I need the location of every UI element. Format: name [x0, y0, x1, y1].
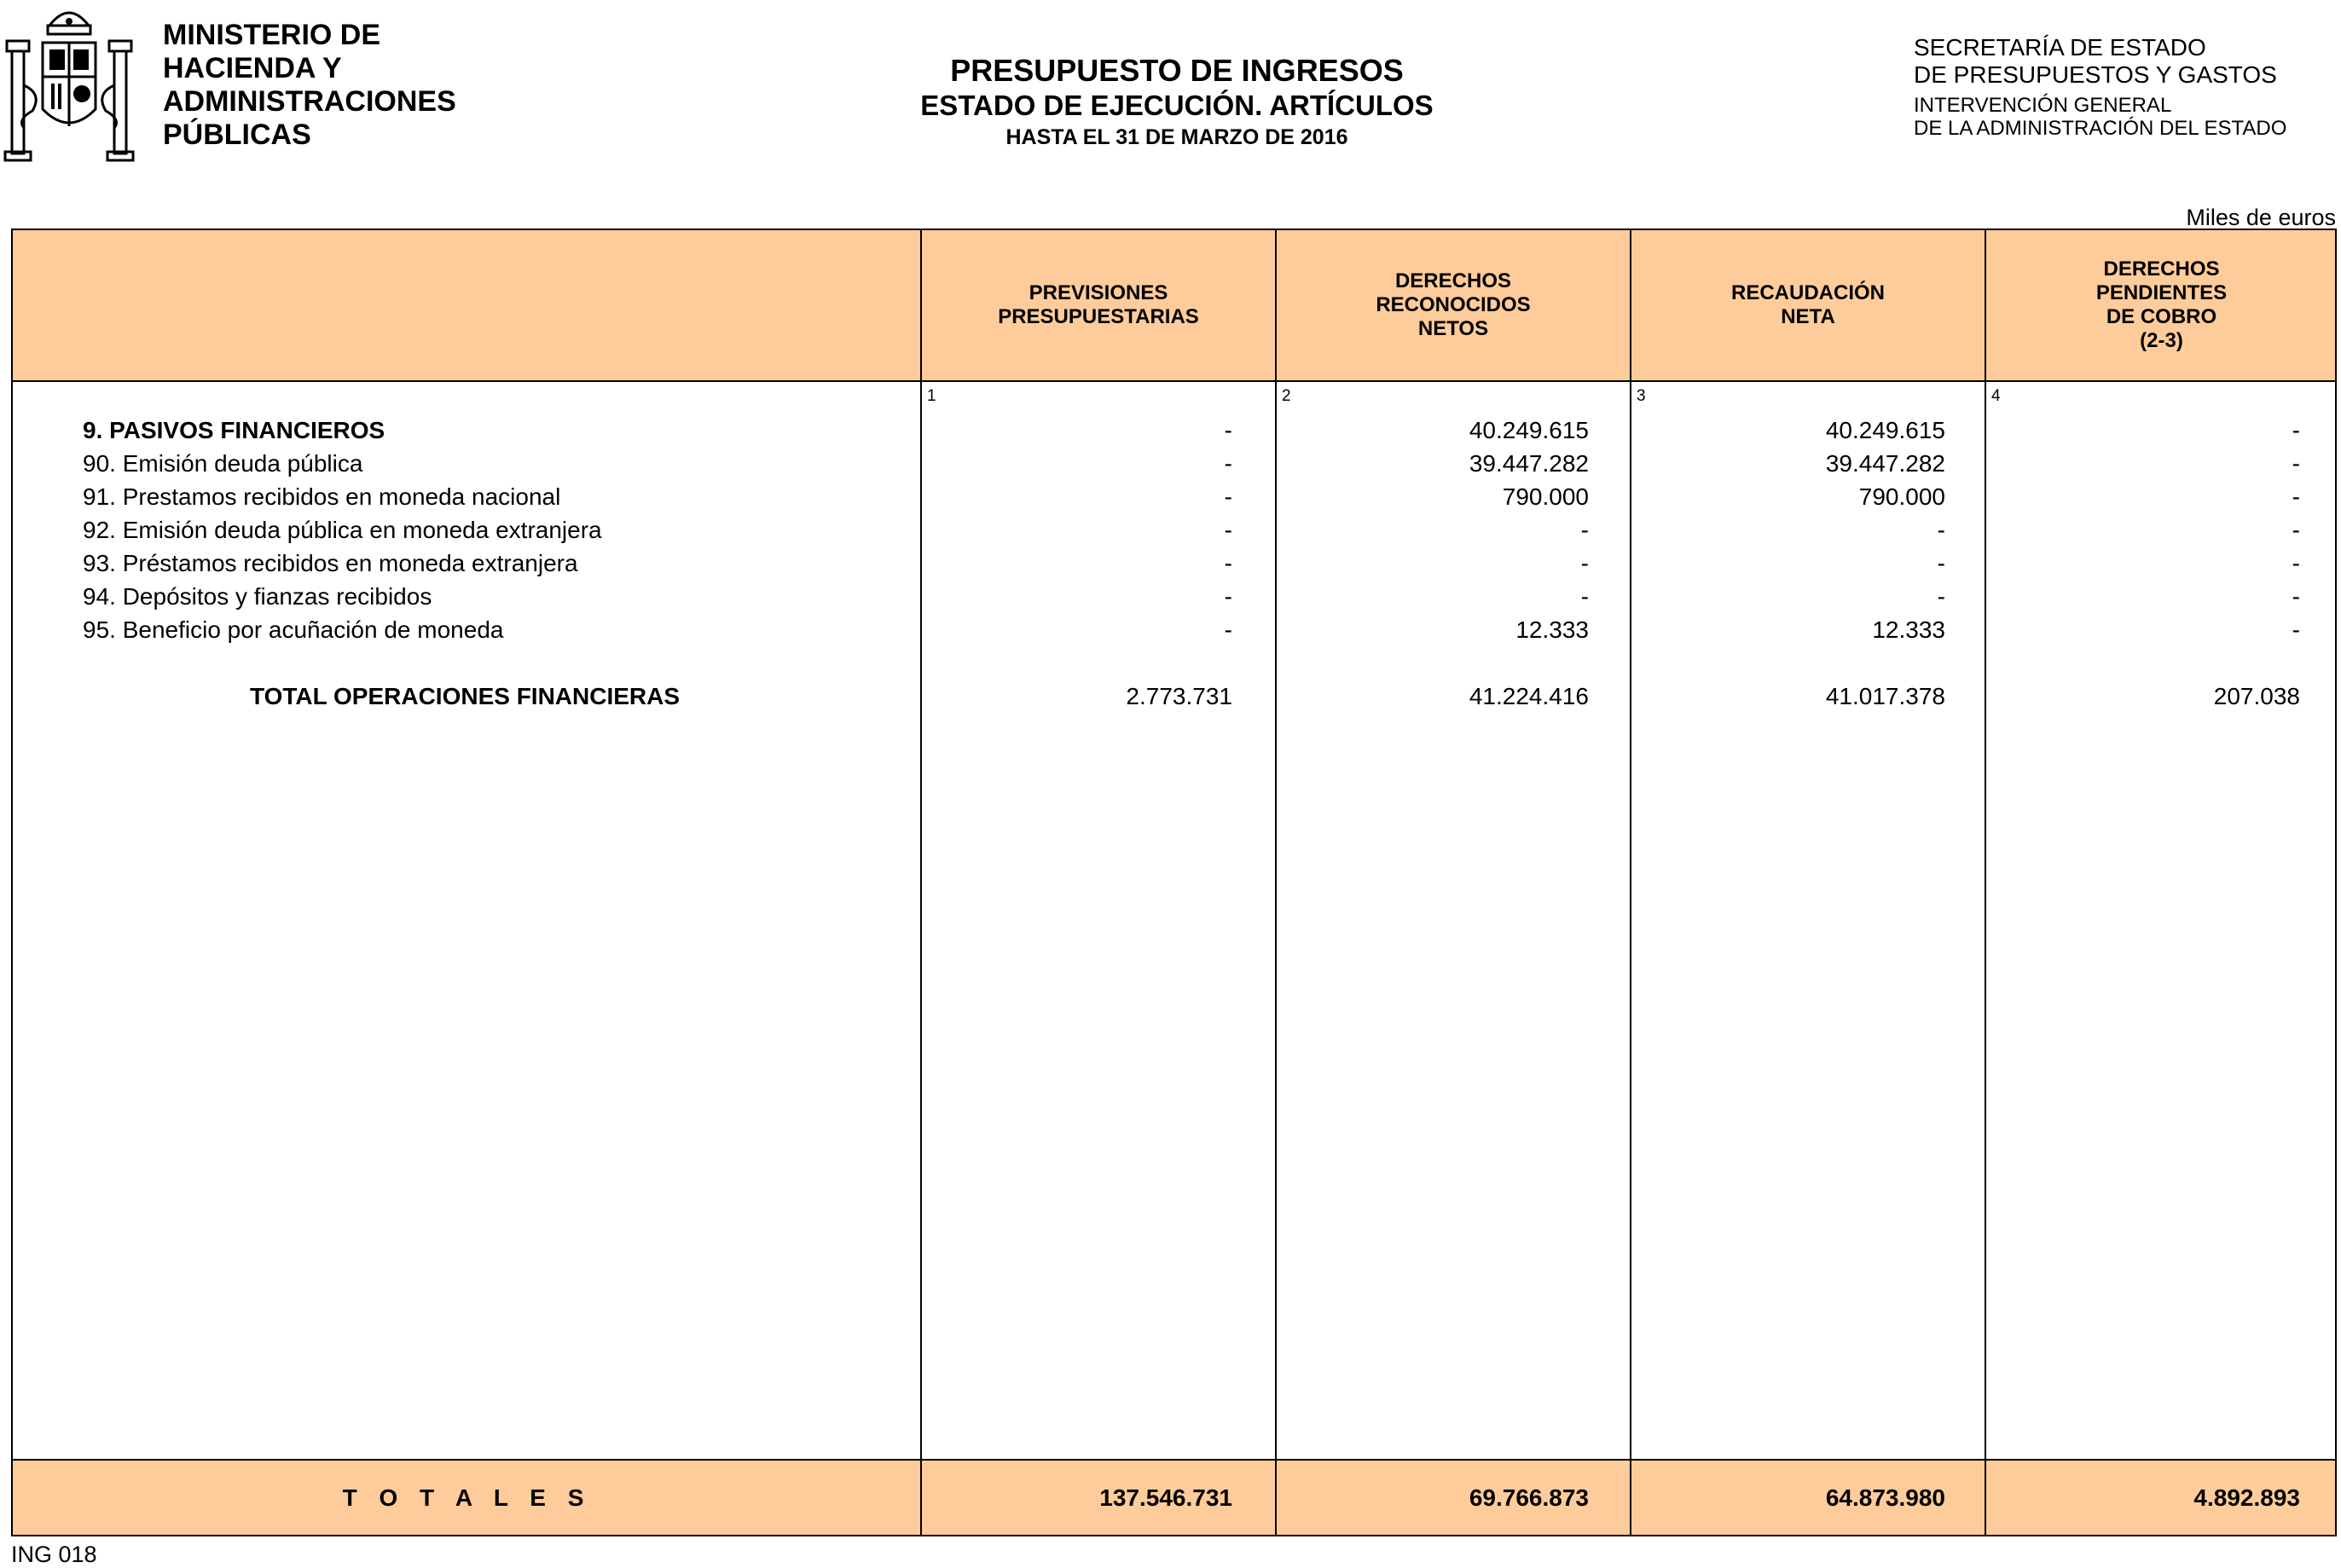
- cell-pendientes: -: [2292, 616, 2300, 643]
- cell-previsiones: -: [1224, 616, 1232, 643]
- total-operaciones-label: TOTAL OPERACIONES FINANCIERAS: [250, 683, 681, 709]
- cell-pendientes: -: [2292, 417, 2300, 443]
- secretaria-line: DE PRESUPUESTOS Y GASTOS: [1914, 61, 2277, 88]
- budget-table: [11, 229, 2337, 1536]
- cell-previsiones: -: [1224, 550, 1232, 576]
- totales-label: T O T A L E S: [342, 1484, 592, 1511]
- column-header-derechos-reconocidos: [1277, 230, 1630, 380]
- cell-pendientes: -: [2292, 483, 2300, 510]
- table-row: [13, 514, 2335, 547]
- table-row: [13, 581, 2335, 613]
- ministry-line: PÚBLICAS: [163, 119, 311, 151]
- secretaria-block: [1914, 34, 2286, 140]
- cell-recaudacion: 64.873.980: [1825, 1484, 1945, 1511]
- cell-derechos: -: [1580, 550, 1589, 576]
- column-header-line: RECONOCIDOS: [1376, 293, 1531, 316]
- column-header-pendientes: [1986, 230, 2337, 380]
- ministry-line: HACIENDA Y: [163, 52, 342, 84]
- cell-derechos: 41.224.416: [1469, 683, 1589, 709]
- cell-pendientes: -: [2292, 517, 2300, 543]
- cell-previsiones: -: [1224, 417, 1232, 443]
- column-header-line: RECAUDACIÓN: [1731, 281, 1885, 304]
- cell-derechos: 12.333: [1515, 616, 1589, 643]
- cell-derechos: 790.000: [1502, 483, 1589, 510]
- intervencion-line: INTERVENCIÓN GENERAL: [1914, 94, 2172, 117]
- document-title-block: [750, 53, 1603, 152]
- cell-derechos: 39.447.282: [1469, 450, 1589, 477]
- table-row: [13, 547, 2335, 580]
- column-header-recaudacion: [1631, 230, 1985, 380]
- column-number: 1: [927, 387, 936, 405]
- coat-of-arms-icon: [0, 0, 138, 166]
- cell-previsiones: -: [1224, 583, 1232, 610]
- row-label: 93. Préstamos recibidos en moneda extranjera: [83, 550, 578, 576]
- cell-derechos: -: [1580, 517, 1589, 543]
- row-label: 90. Emisión deuda pública: [83, 450, 363, 477]
- row-label: 9. PASIVOS FINANCIEROS: [83, 417, 385, 443]
- intervencion-line: DE LA ADMINISTRACIÓN DEL ESTADO: [1914, 117, 2287, 140]
- cell-recaudacion: -: [1937, 550, 1945, 576]
- row-label: 94. Depósitos y fianzas recibidos: [83, 583, 432, 610]
- cell-pendientes: -: [2292, 550, 2300, 576]
- column-header-previsiones: [922, 230, 1275, 380]
- table-row: [13, 414, 2335, 447]
- table-row: [13, 448, 2335, 480]
- cell-recaudacion: 39.447.282: [1825, 450, 1945, 477]
- cell-recaudacion: -: [1937, 583, 1945, 610]
- cell-previsiones: 2.773.731: [1126, 683, 1232, 709]
- cell-previsiones: -: [1224, 517, 1232, 543]
- cell-pendientes: -: [2292, 583, 2300, 610]
- column-number: 3: [1637, 387, 1646, 405]
- column-number: 4: [1991, 387, 2001, 405]
- document-period: HASTA EL 31 DE MARZO DE 2016: [1005, 125, 1348, 149]
- row-label: 92. Emisión deuda pública en moneda extranjera: [83, 517, 602, 543]
- column-header-line: (2-3): [2140, 329, 2183, 352]
- ministry-line: ADMINISTRACIONES: [163, 85, 456, 118]
- form-code: ING 018: [11, 1542, 97, 1567]
- document-title: PRESUPUESTO DE INGRESOS: [950, 53, 1404, 88]
- total-operaciones-row: [13, 680, 2335, 713]
- cell-previsiones: -: [1224, 483, 1232, 510]
- cell-recaudacion: -: [1937, 517, 1945, 543]
- column-header-line: DERECHOS: [1394, 269, 1511, 292]
- cell-previsiones: 137.546.731: [1099, 1484, 1232, 1511]
- column-header-line: NETOS: [1417, 317, 1489, 340]
- row-label: 91. Prestamos recibidos en moneda nacional: [83, 483, 561, 510]
- table-row: [13, 481, 2335, 513]
- totales-row: [13, 1461, 2335, 1535]
- ministry-name: [163, 19, 456, 152]
- cell-pendientes: 4.892.893: [2193, 1484, 2300, 1511]
- column-number: 2: [1282, 387, 1291, 405]
- cell-recaudacion: 790.000: [1858, 483, 1945, 510]
- cell-previsiones: -: [1224, 450, 1232, 477]
- cell-recaudacion: 12.333: [1872, 616, 1945, 643]
- cell-pendientes: -: [2292, 450, 2300, 477]
- column-header-line: PRESUPUESTARIAS: [998, 305, 1199, 328]
- cell-recaudacion: 40.249.615: [1825, 417, 1945, 443]
- column-header-line: NETA: [1781, 305, 1835, 328]
- column-header-line: PREVISIONES: [1029, 281, 1168, 304]
- units-label: Miles de euros: [2186, 205, 2336, 230]
- document-subtitle: ESTADO DE EJECUCIÓN. ARTÍCULOS: [920, 90, 1434, 121]
- column-header-line: DE COBRO: [2106, 305, 2217, 328]
- cell-derechos: 40.249.615: [1469, 417, 1589, 443]
- table-row: [13, 614, 2335, 646]
- row-label: 95. Beneficio por acuñación de moneda: [83, 616, 504, 643]
- secretaria-line: SECRETARÍA DE ESTADO: [1914, 34, 2206, 61]
- ministry-line: MINISTERIO DE: [163, 19, 381, 51]
- cell-recaudacion: 41.017.378: [1825, 683, 1945, 709]
- column-header-line: PENDIENTES: [2095, 281, 2228, 304]
- cell-derechos: 69.766.873: [1469, 1484, 1589, 1511]
- cell-pendientes: 207.038: [2213, 683, 2300, 709]
- cell-derechos: -: [1580, 583, 1589, 610]
- column-header-line: DERECHOS: [2103, 257, 2220, 281]
